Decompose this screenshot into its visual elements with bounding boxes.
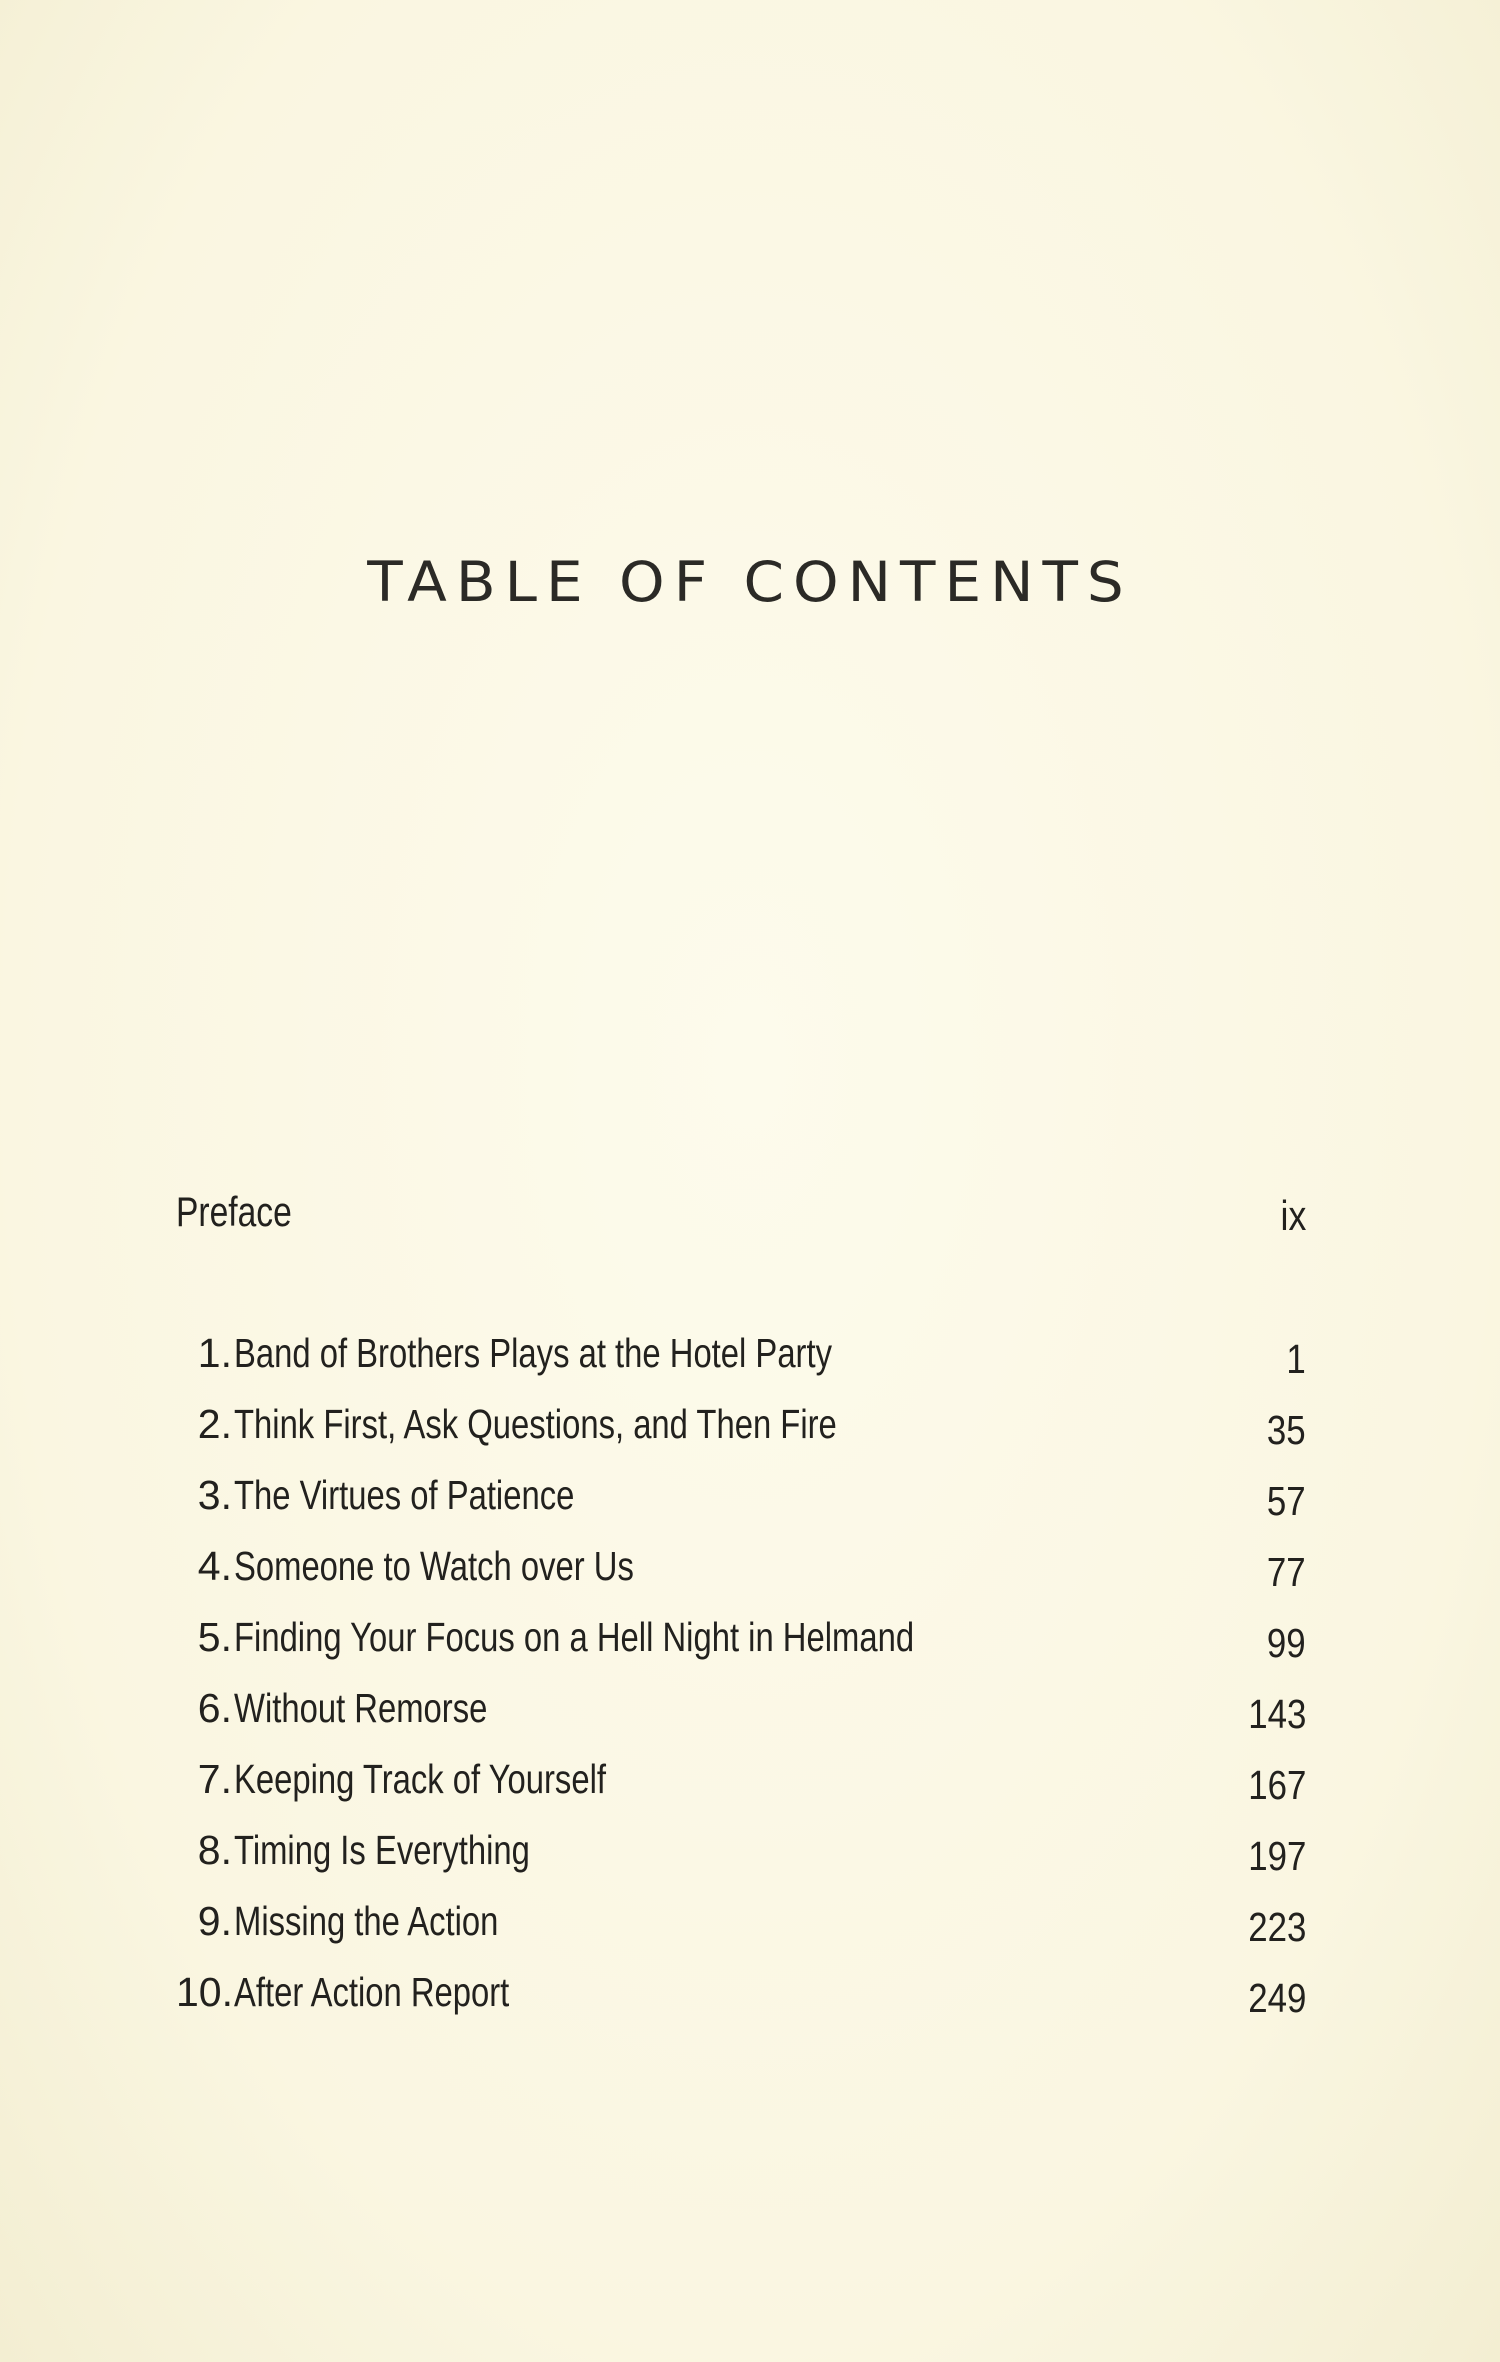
chapter-title: Keeping Track of Yourself — [234, 1756, 606, 1802]
toc-chapter-list — [176, 1330, 1306, 2040]
chapter-title: Someone to Watch over Us — [234, 1543, 634, 1589]
chapter-page-number: 167 — [1247, 1762, 1306, 1808]
chapter-number: 2. — [197, 1401, 232, 1447]
toc-row — [176, 1401, 1306, 1472]
chapter-title: The Virtues of Patience — [234, 1472, 575, 1518]
chapter-page-number: 77 — [1267, 1549, 1306, 1595]
chapter-page-number: 223 — [1247, 1904, 1306, 1950]
toc-row — [176, 1614, 1306, 1685]
toc-row — [176, 1472, 1306, 1543]
chapter-page-number: 57 — [1267, 1478, 1306, 1524]
page-title: TABLE OF CONTENTS — [367, 549, 1133, 615]
chapter-number: 10. — [176, 1969, 233, 2015]
chapter-title: Timing Is Everything — [234, 1827, 530, 1873]
chapter-title: Finding Your Focus on a Hell Night in Helmand — [234, 1614, 915, 1660]
toc-row — [176, 1685, 1306, 1756]
chapter-page-number: 249 — [1247, 1975, 1306, 2021]
chapter-page-number: 35 — [1267, 1407, 1306, 1453]
chapter-title: Missing the Action — [234, 1898, 499, 1944]
toc-row — [176, 1543, 1306, 1614]
toc-row — [176, 1969, 1306, 2040]
toc-row — [176, 1330, 1306, 1401]
chapter-title: After Action Report — [234, 1969, 510, 2015]
chapter-title: Think First, Ask Questions, and Then Fire — [234, 1401, 837, 1447]
toc-row — [176, 1898, 1306, 1969]
preface-label: Preface — [176, 1188, 292, 1235]
chapter-page-number: 143 — [1247, 1691, 1306, 1737]
chapter-page-number: 99 — [1267, 1620, 1306, 1666]
chapter-number: 5. — [197, 1614, 232, 1660]
chapter-number: 6. — [197, 1685, 232, 1731]
chapter-number: 7. — [197, 1756, 232, 1802]
chapter-number: 4. — [197, 1543, 232, 1589]
chapter-number: 1. — [197, 1330, 232, 1376]
chapter-number: 8. — [197, 1827, 232, 1873]
toc-row — [176, 1827, 1306, 1898]
toc-preface-row — [176, 1188, 1306, 1244]
chapter-number: 9. — [197, 1898, 232, 1944]
chapter-page-number: 197 — [1247, 1833, 1306, 1879]
chapter-number: 3. — [197, 1472, 232, 1518]
preface-page-number: ix — [1280, 1192, 1306, 1239]
toc-row — [176, 1756, 1306, 1827]
chapter-page-number: 1 — [1286, 1336, 1306, 1382]
chapter-title: Without Remorse — [234, 1685, 488, 1731]
chapter-title: Band of Brothers Plays at the Hotel Party — [234, 1330, 832, 1376]
